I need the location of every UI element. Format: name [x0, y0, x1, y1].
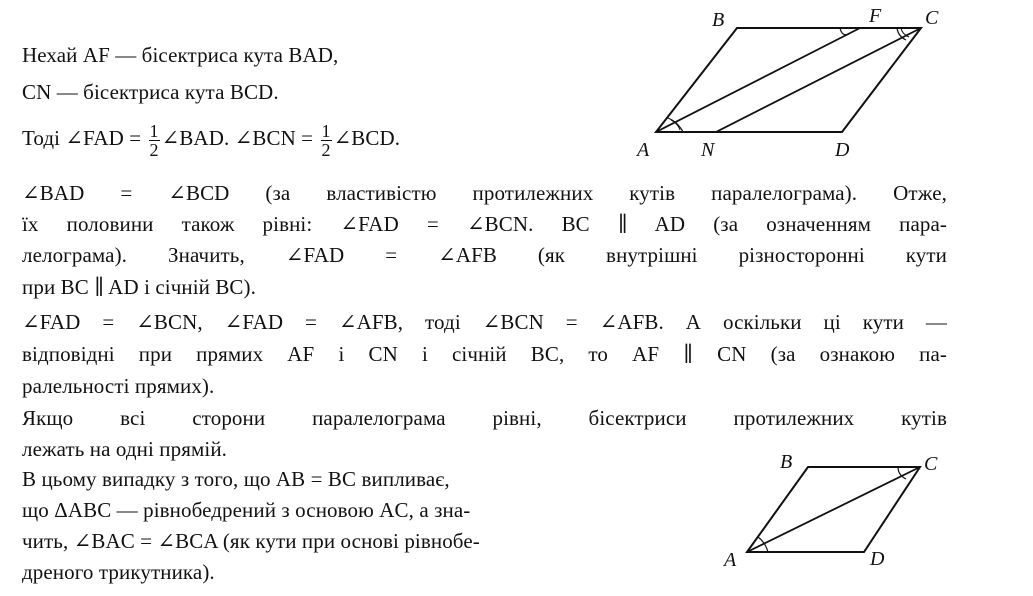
label-n: N [701, 139, 715, 161]
angle-arc-f [840, 28, 849, 35]
angle-arc-c2 [898, 467, 906, 479]
body-line-8: Якщо всі сторони паралелограма рівні, бісектриси протилежних кутів [22, 406, 947, 430]
label-a2: A [724, 549, 737, 571]
fraction-numerator: 1 [149, 120, 159, 141]
body-line-5: ∠FAD = ∠BCN, ∠FAD = ∠AFB, тоді ∠BCN = ∠AFB. А оскільки ці кути — [22, 310, 947, 334]
angle-arc-a-inner [671, 120, 680, 130]
intro-line-3 [22, 118, 400, 159]
body-line-12: чить, ∠BAC = ∠BCA (як кути при основі рівнобе- [22, 529, 480, 553]
bisector-cn [716, 28, 921, 132]
fraction-denominator: 2 [149, 139, 159, 160]
diagonal-ac [747, 467, 920, 552]
label-c: C [925, 7, 939, 29]
body-line-3: лелограма). Значить, ∠FAD = ∠AFB (як внутрішні різносторонні кути [22, 243, 947, 267]
intro-line-1: Нехай AF — бісектриса кута BAD, [22, 43, 339, 67]
bisector-af [656, 28, 860, 132]
label-a: A [637, 139, 650, 161]
fraction-denominator: 2 [321, 139, 331, 160]
body-line-10: В цьому випадку з того, що AB = BC випливає, [22, 467, 450, 491]
body-line-1: ∠BAD = ∠BCD (за властивістю протилежних кутів паралелограма). Отже, [22, 181, 947, 205]
body-line-2: їх половини також рівні: ∠FAD = ∠BCN. BC ∥ AD (за означенням пара- [22, 212, 947, 236]
angle-arc-a [668, 118, 683, 132]
fraction-numerator: 1 [321, 120, 331, 141]
label-d2: D [870, 548, 885, 570]
angle-arc-c [897, 28, 906, 40]
body-line-13: дреного трикутника). [22, 560, 215, 584]
parallelogram-abcd [656, 28, 921, 132]
angle-arc-a2 [758, 537, 768, 552]
body-line-11: що ΔABC — рівнобедрений з основою AC, а зна- [22, 498, 471, 522]
intro-line-3-suffix: ∠BCD. [333, 126, 401, 150]
fraction-one-half-2 [321, 122, 332, 159]
body-line-9: лежать на одні прямій. [22, 437, 228, 461]
rhombus-abcd [747, 467, 920, 552]
intro-line-3-prefix: Тоді ∠FAD = [22, 126, 142, 150]
fraction-one-half-1 [149, 122, 160, 159]
intro-line-2: CN — бісектриса кута BCD. [22, 80, 279, 104]
label-c2: C [924, 453, 938, 475]
intro-line-3-mid: ∠BAD. ∠BCN = [161, 126, 314, 150]
body-line-4: при BC ∥ AD і січній BC). [22, 275, 256, 299]
label-d: D [835, 139, 850, 161]
label-b2: B [780, 451, 793, 473]
body-line-6: відповідні при прямих AF і CN і січній BC, то AF ∥ CN (за ознакою па- [22, 342, 947, 366]
label-f: F [869, 5, 882, 27]
angle-arc-c-inner [901, 28, 909, 37]
label-b: B [712, 9, 725, 31]
body-line-7: ралельності прямих). [22, 374, 215, 398]
